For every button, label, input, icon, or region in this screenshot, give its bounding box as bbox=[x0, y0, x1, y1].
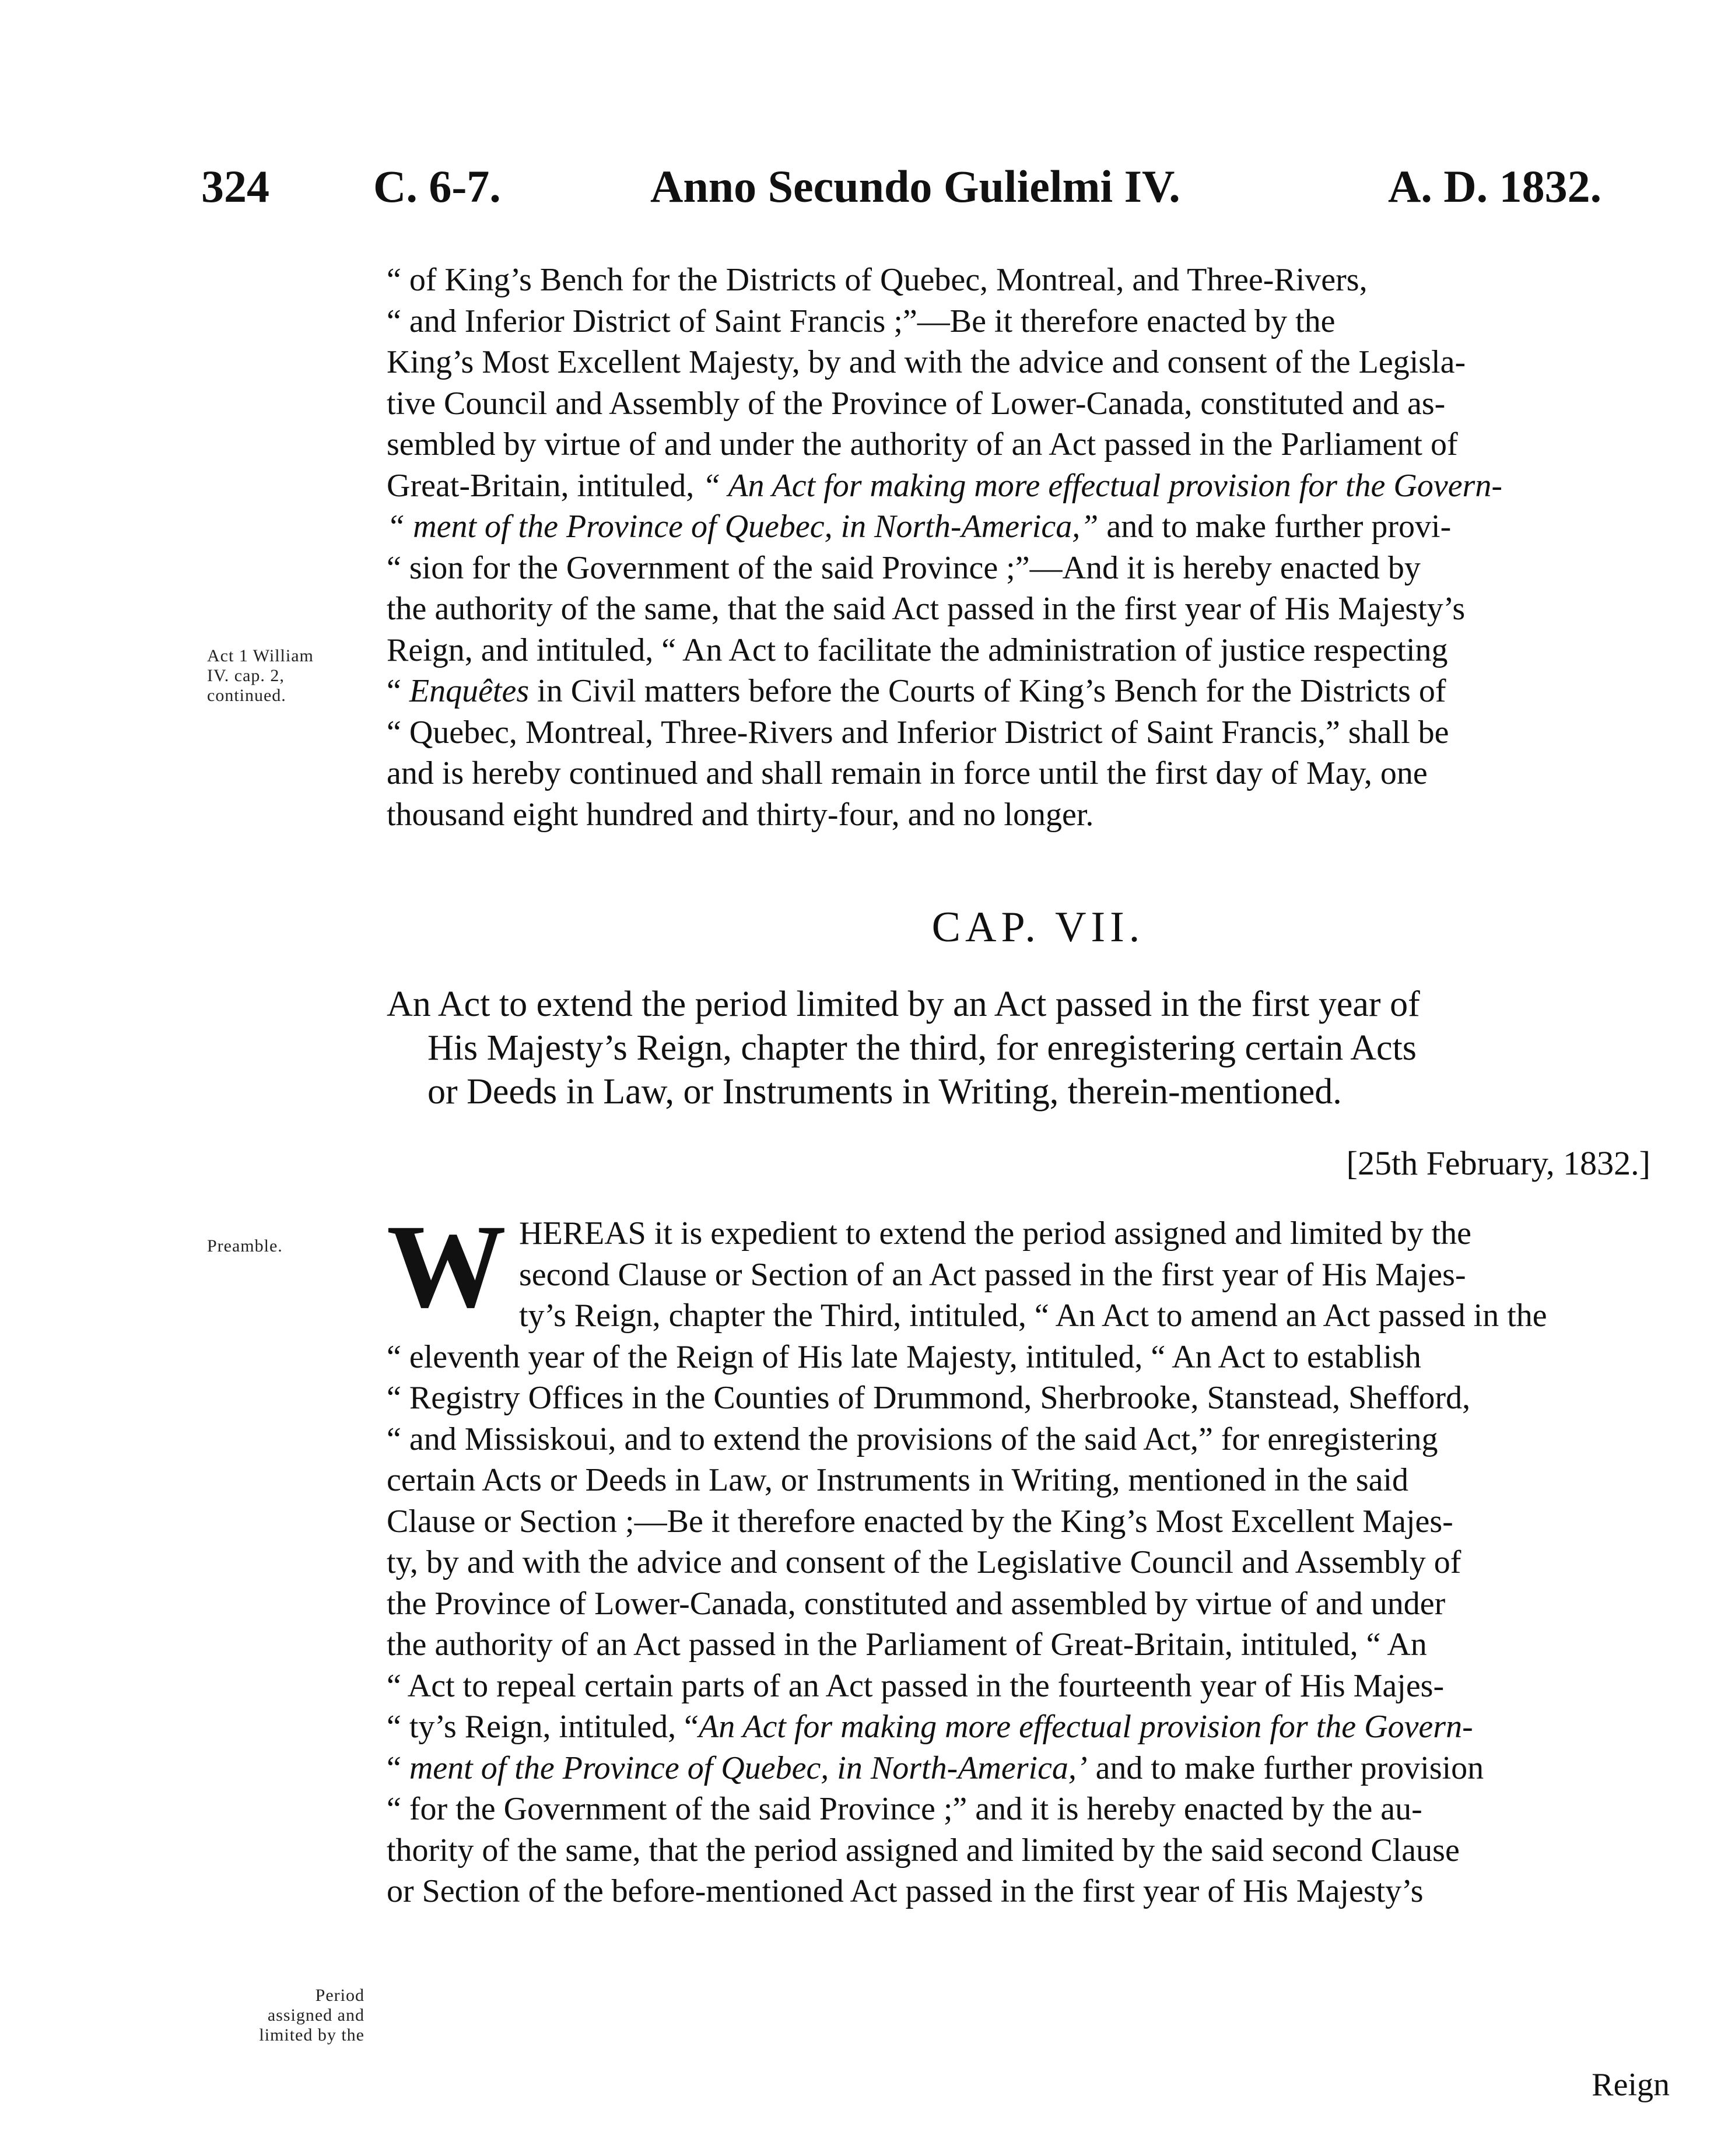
text-line: second Clause or Section of an Act passed in the first year of His Majes- bbox=[519, 1256, 1466, 1293]
text-line: “ Act to repeal certain parts of an Act passed in the fourteenth year of His Majes- bbox=[387, 1667, 1445, 1704]
text-line: ty’s Reign, chapter the Third, intituled, “ An Act to amend an Act passed in the bbox=[519, 1298, 1547, 1334]
cap6-continued-text bbox=[387, 260, 1670, 835]
text-line: “ Registry Offices in the Counties of Drummond, Sherbrooke, Stanstead, Shefford, bbox=[387, 1380, 1471, 1416]
act-title bbox=[387, 983, 1670, 1114]
text-line: the authority of an Act passed in the Parliament of Great-Britain, intituled, “ An bbox=[387, 1626, 1427, 1663]
text-line: Clause or Section ;—Be it therefore enacted by the King’s Most Excellent Majes- bbox=[387, 1503, 1453, 1540]
italic-act-title: An Act for making more effectual provision for the Govern- bbox=[699, 1709, 1473, 1745]
text-line bbox=[387, 506, 1670, 548]
text-line bbox=[387, 465, 1670, 507]
text-line: thority of the same, that the period assigned and limited by the said second Clause bbox=[387, 1832, 1460, 1868]
act-title-line: An Act to extend the period limited by an Act passed in the first year of bbox=[387, 984, 1420, 1024]
text-line: the authority of the same, that the said Act passed in the first year of His Majesty’s bbox=[387, 591, 1466, 627]
margin-note-preamble: Preamble. bbox=[207, 1236, 283, 1256]
text-line: “ and Inferior District of Saint Francis ;”—Be it therefore enacted by the bbox=[387, 303, 1336, 339]
text-line: tive Council and Assembly of the Province of Lower-Canada, constituted and as- bbox=[387, 385, 1446, 422]
text-line: ty, by and with the advice and consent of the Legislative Council and Assembly of bbox=[387, 1544, 1461, 1580]
text-run: “ bbox=[387, 673, 409, 709]
italic-act-title: ment of the Province of Quebec, in North-America,’ bbox=[409, 1750, 1088, 1786]
chapter-reference: C. 6-7. bbox=[373, 161, 501, 212]
cap7-body-text bbox=[387, 1200, 1670, 1912]
text-run: “ bbox=[387, 1750, 409, 1786]
page-number: 324 bbox=[201, 161, 269, 212]
italic-act-title: “ An Act for making more effectual provision for the Govern- bbox=[702, 467, 1502, 504]
text-line: “ and Missiskoui, and to extend the provisions of the said Act,” for enregistering bbox=[387, 1421, 1438, 1457]
text-line: the Province of Lower-Canada, constituted and assembled by virtue of and under bbox=[387, 1585, 1446, 1622]
text-line bbox=[387, 1748, 1670, 1789]
text-line: certain Acts or Deeds in Law, or Instruments in Writing, mentioned in the said bbox=[387, 1462, 1409, 1498]
text-run: Great-Britain, intituled, bbox=[387, 467, 695, 504]
text-line: thousand eight hundred and thirty-four, and no longer. bbox=[387, 796, 1094, 833]
chapter-heading: CAP. VII. bbox=[931, 903, 1145, 951]
text-line: “ for the Government of the said Province ;” and it is hereby enacted by the au- bbox=[387, 1791, 1422, 1827]
text-line bbox=[387, 1706, 1670, 1748]
text-line: or Section of the before-mentioned Act passed in the first year of His Majesty’s bbox=[387, 1873, 1424, 1909]
text-line: “ of King’s Bench for the Districts of Quebec, Montreal, and Three-Rivers, bbox=[387, 262, 1368, 298]
text-line: “ sion for the Government of the said Province ;”—And it is hereby enacted by bbox=[387, 549, 1421, 586]
text-line bbox=[387, 671, 1670, 712]
margin-note-period: Period assigned and limited by the bbox=[259, 1986, 364, 2045]
act-title-line: or Deeds in Law, or Instruments in Writing, therein-mentioned. bbox=[427, 1072, 1342, 1112]
act-title-line: His Majesty’s Reign, chapter the third, for enregistering certain Acts bbox=[427, 1028, 1417, 1068]
text-run: and to make further provi- bbox=[1106, 509, 1452, 545]
italic-term: Enquêtes bbox=[409, 673, 530, 709]
drop-cap: W bbox=[387, 1200, 506, 1333]
text-line: King’s Most Excellent Majesty, by and with the advice and consent of the Legisla- bbox=[387, 344, 1466, 380]
text-line: “ eleventh year of the Reign of His late Majesty, intituled, “ An Act to establish bbox=[387, 1338, 1421, 1375]
text-line: HEREAS it is expedient to extend the period assigned and limited by the bbox=[519, 1215, 1472, 1251]
text-line: “ Quebec, Montreal, Three-Rivers and Inferior District of Saint Francis,” shall be bbox=[387, 714, 1449, 751]
catchword: Reign bbox=[1592, 2067, 1670, 2103]
assent-date: [25th February, 1832.] bbox=[1346, 1144, 1650, 1182]
margin-note-continued: Act 1 William IV. cap. 2, continued. bbox=[207, 646, 314, 705]
text-run: in Civil matters before the Courts of King’s Bench for the Districts of bbox=[529, 673, 1446, 709]
text-line: sembled by virtue of and under the authority of an Act passed in the Parliament of bbox=[387, 426, 1458, 462]
text-line: Reign, and intituled, “ An Act to facilitate the administration of justice respecting bbox=[387, 632, 1448, 668]
text-line: and is hereby continued and shall remain in force until the first day of May, one bbox=[387, 755, 1428, 791]
text-run: and to make further provision bbox=[1087, 1750, 1484, 1786]
italic-act-title: “ ment of the Province of Quebec, in North-America,” bbox=[387, 509, 1099, 545]
running-title: Anno Secundo Gulielmi IV. bbox=[650, 161, 1180, 212]
text-run: “ ty’s Reign, intituled, “ bbox=[387, 1709, 699, 1745]
running-year: A. D. 1832. bbox=[1388, 161, 1602, 212]
